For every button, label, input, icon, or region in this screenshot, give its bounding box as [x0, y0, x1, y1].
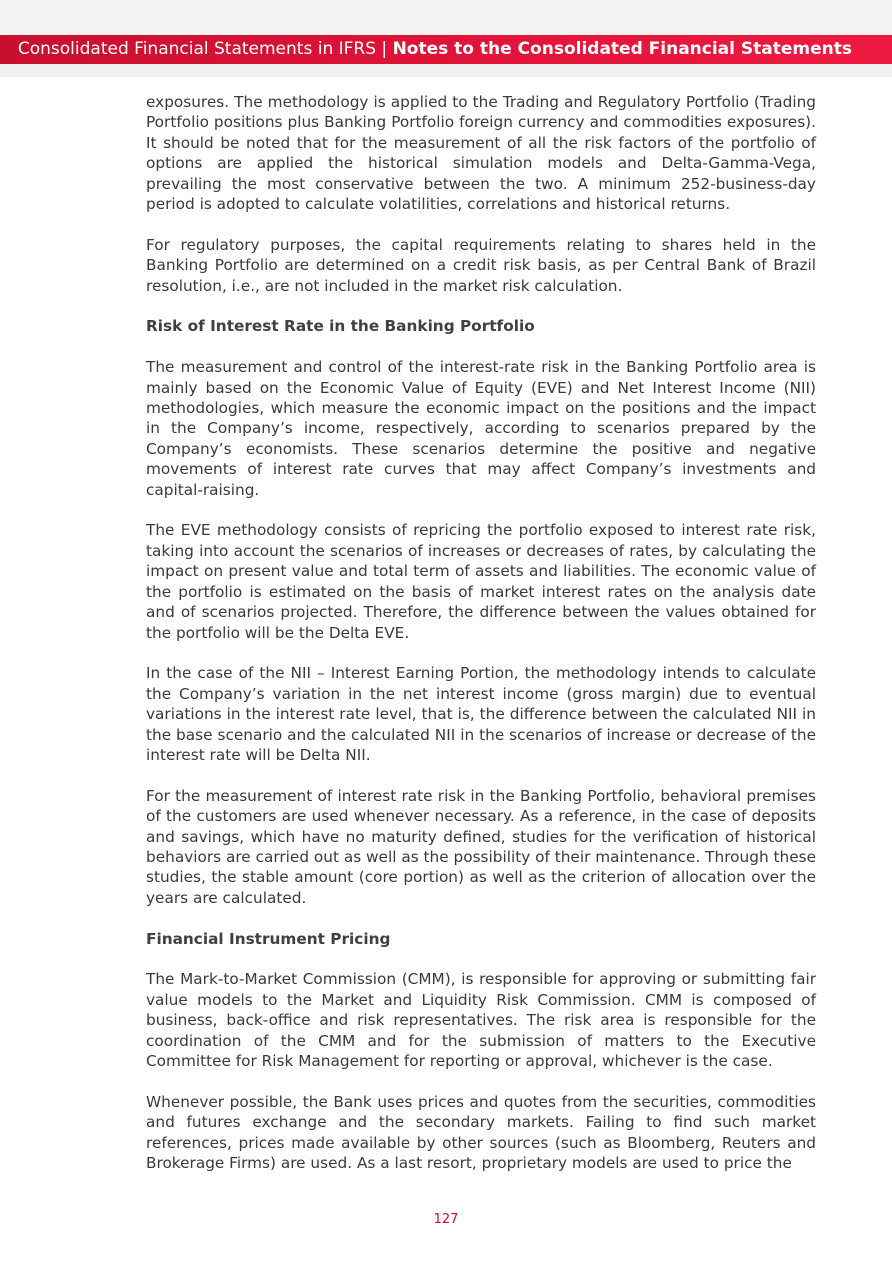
heading-interest-rate-risk: Risk of Interest Rate in the Banking Portfolio [146, 317, 535, 336]
paragraph-behavioral-premises: For the measurement of interest rate risk in the Banking Portfolio, behavioral premises of the customers are used whenever necessary. As a reference, in the case of deposits and savings, which have no maturity defined, studies for the verification of historical behaviors are carried out as well as the possibility of their maintenance. Through these studies, the stable amount (core portion) as well as the criterion of allocation over the years are calculated. [146, 786, 816, 907]
page-number: 127 [433, 1212, 459, 1227]
paragraph-nii-methodology: In the case of the NII – Interest Earning Portion, the methodology intends to calculate the Company’s variation in the net interest income (gross margin) due to eventual variations in the interest rate level, that is, the difference between the calculated NII in the base scenario and the calculated NII in the scenarios of increase or decrease of the interest rate will be Delta NII. [146, 664, 816, 764]
paragraph-cmm: The Mark-to-Market Commission (CMM), is responsible for approving or submitting fair value models to the Market and Liquidity Risk Commission. CMM is composed of business, back-office and risk representatives. The risk area is responsible for the coordination of the CMM and for the submission of matters to the Executive Committee for Risk Management for reporting or approval, whichever is the case. [146, 970, 816, 1070]
top-strip [0, 0, 892, 35]
header-shadow-strip [0, 64, 892, 77]
heading-instrument-pricing: Financial Instrument Pricing [146, 929, 391, 948]
paragraph-eve-nii-overview: The measurement and control of the interest-rate risk in the Banking Portfolio area is mainly based on the Economic Value of Equity (EVE) and Net Interest Income (NII) methodologies, which measure the economic impact on the positions and the impact in the Company’s income, respectively, according to scenarios prepared by the Company’s economists. These scenarios determine the positive and negative movements of interest rate curves that may affect Company’s investments and capital-raising. [146, 358, 816, 499]
header-section: Consolidated Financial Statements in IFRS [17, 39, 377, 59]
header-banner [0, 35, 892, 64]
header-separator: | [376, 39, 393, 59]
paragraph-regulatory-purposes: For regulatory purposes, the capital requirements relating to shares held in the Banking Portfolio are determined on a credit risk basis, as per Central Bank of Brazil resolution, i.e., are not included in the market risk calculation. [146, 235, 816, 295]
paragraph-pricing-sources: Whenever possible, the Bank uses prices and quotes from the securities, commodities and futures exchange and the secondary markets. Failing to find such market references, prices made available by other sources (such as Bloomberg, Reuters and Brokerage Firms) are used. As a last resort, proprietary models are used to price the [146, 1092, 816, 1172]
paragraph-eve-methodology: The EVE methodology consists of repricing the portfolio exposed to interest rate risk, taking into account the scenarios of increases or decreases of rates, by calculating the impact on present value and total term of assets and liabilities. The economic value of the portfolio is estimated on the basis of market interest rates on the analysis date and of scenarios projected. Therefore, the difference between the values obtained for the portfolio will be the Delta EVE. [146, 521, 816, 642]
document-body [146, 92, 816, 1194]
paragraph-market-risk-methodology: exposures. The methodology is applied to the Trading and Regulatory Portfolio (Trading Portfolio positions plus Banking Portfolio foreign currency and commodities exposures). It should be noted that for the measurement of all the risk factors of the portfolio of options are applied the historical simulation models and Delta-Gamma-Vega, prevailing the most conservative between the two. A minimum 252-business-day period is adopted to calculate volatilities, correlations and historical returns. [146, 93, 816, 214]
header-subsection: Notes to the Consolidated Financial Statements [392, 39, 852, 59]
